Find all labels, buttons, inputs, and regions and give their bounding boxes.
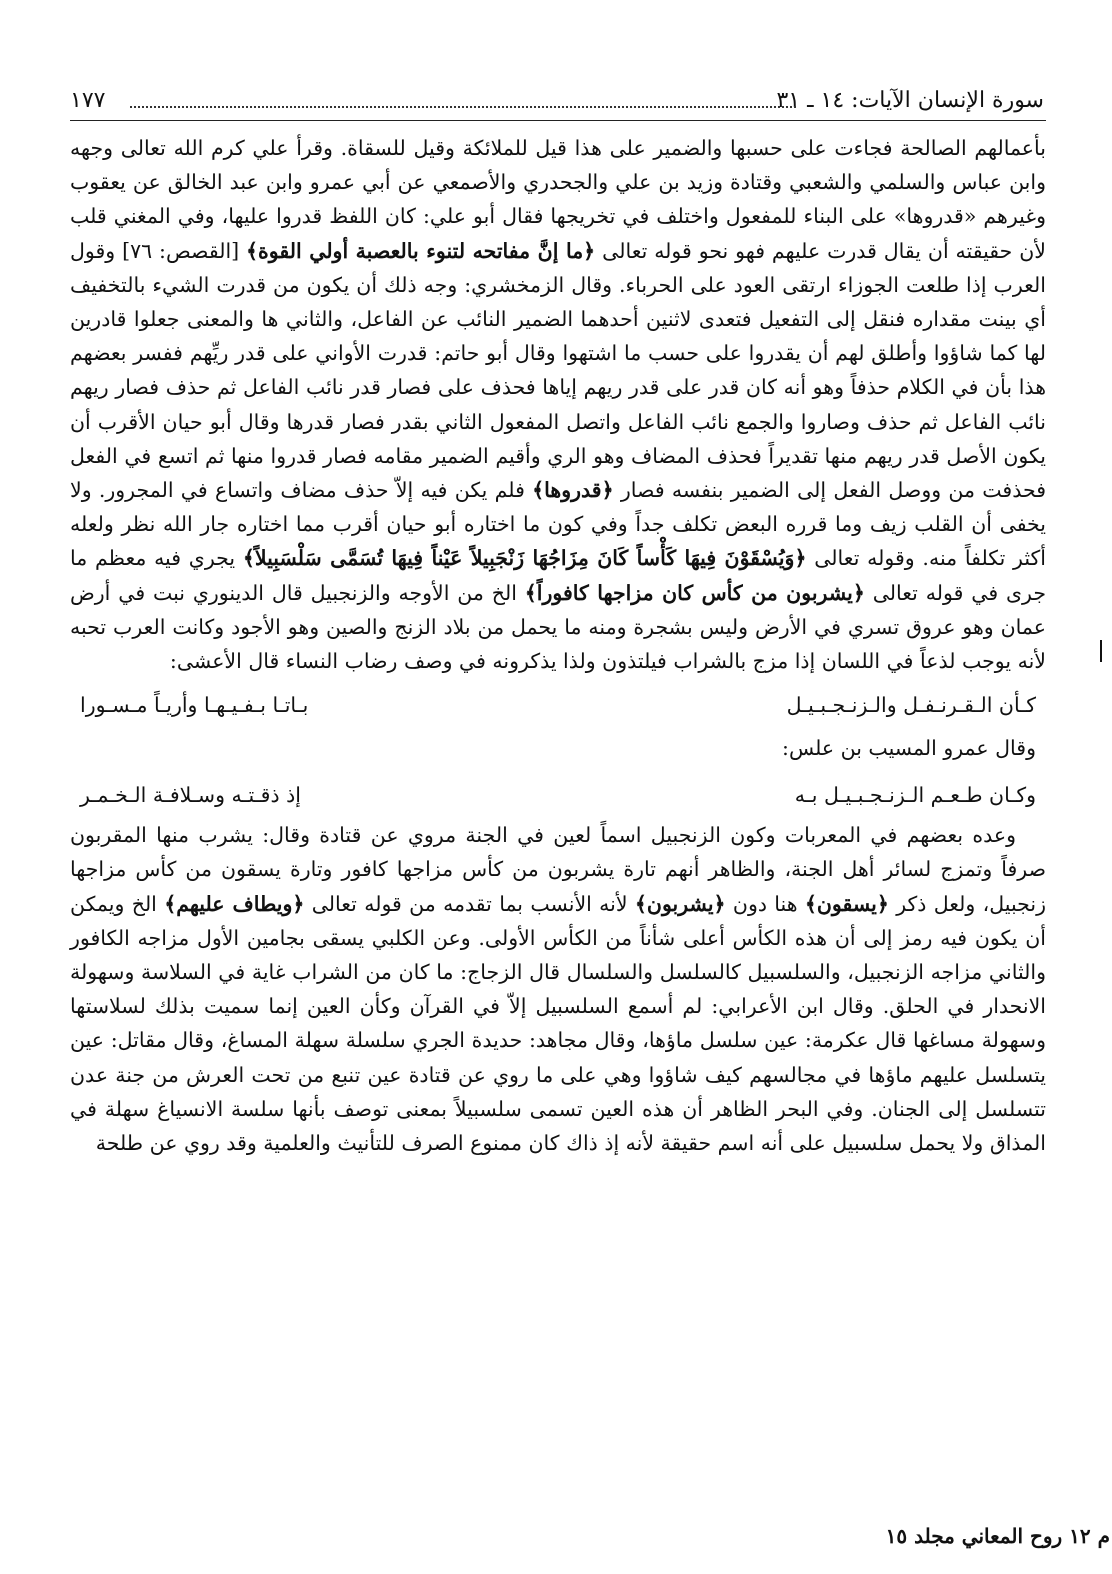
- page-number: ١٧٧: [70, 88, 106, 113]
- text-run: يجري فيه معظم ما جرى في قوله تعالى: [70, 546, 1046, 605]
- text-run: فلم يكن فيه إلاّ حذف مضاف واتساع في المجرور. ولا يخفى أن القلب زيف وما قرره البعض تكلف جداً وفي كون ما اختاره أبو حيان أقرب مما اختاره جار الله نظر ولعله أكثر تكلفاً منه. وقوله تعالى: [70, 478, 1046, 571]
- leader-dots: [130, 106, 796, 108]
- quran-quote: ﴿قدروها﴾: [532, 478, 614, 503]
- poem-verse-1: [80, 682, 1036, 728]
- margin-mark: [1100, 640, 1102, 662]
- verse-first-hemistich: وكـان طـعـم الـزنـجـبـيـل بـه: [794, 783, 1036, 808]
- text-run: لأنه الأنسب بما تقدمه من قوله تعالى: [304, 891, 635, 916]
- text-run: الخ من الأوجه والزنجبيل قال الدينوري نبت في أرض عمان وهو عروق تسري في الأرض وليس بشجرة ومنه ما يحمل من بلاد الزنج والصين وهو الأجود وكانت العرب تحبه لأنه يوجب لذعاً في اللسان إذا مزج بالشراب فيلتذون ولذا يذكرونه في وصف رضاب النساء قال الأعشى:: [70, 580, 1046, 674]
- quran-quote: ﴿ما إنَّ مفاتحه لتنوء بالعصبة أولي القوة﴾: [246, 238, 596, 263]
- text-run: الخ ويمكن أن يكون فيه رمز إلى أن هذه الكأس أعلى شأناً من الكأس الأولى. وعن الكلبي يسقى بجامين الأول مزاجه الكافور والثاني مزاجه الزنجبيل، والسلسبيل كالسلسل والسلسال قال الزجاج: ما كان من الشراب غاية في السلاسة وسهولة الانحدار في الحلق. وقال ابن الأعرابي: لم أسمع السلسبيل إلاّ في القرآن وكأن العين إنما سميت بذلك لسلاستها وسهولة مساغها قال عكرمة: عين سلسل ماؤها، وقال مجاهد: حديدة الجري سلسلة سهلة المساغ، وقال مقاتل: عين يتسلسل عليهم ماؤها في مجالسهم كيف شاؤوا وهي على ما روي عن قتادة عين تنبع من تحت العرش من جنة عدن تتسلسل إلى الجنان. وفي البحر الظاهر أن هذه العين تسمى سلسبيلاً بمعنى توصف بأنها سلسة الانسياغ سهلة في المذاق ولا يحمل سلسبيل على أنه اسم حقيقة لأنه إذ ذاك كان ممنوع الصرف للتأنيث والعلمية وقد روي عن طلحة: [70, 891, 1046, 1156]
- text-run: [القصص: ٧٦] وقول العرب إذا طلعت الجوزاء ارتقى العود على الحرباء. وقال الزمخشري: وجه ذلك أن يكون من قدرت الشيء بالتخفيف أي بينت مقداره فنقل إلى التفعيل فتعدى لاثنين أحدهما الضمير النائب عن الفاعل، والثاني ها والمعنى جعلوا قادرين لها كما شاؤوا وأطلق لهم أن يقدروا على حسب ما اشتهوا وقال أبو حاتم: قدرت الأواني على قدر ريِّهم ففسر بعضهم هذا بأن في الكلام حذفاً وهو أنه كان قدر على قدر ريهم إياها فحذف على فصار قدر نائب الفاعل ثم حذف فصار ريهم نائب الفاعل ثم حذف وصاروا والجمع نائب الفاعل واتصل المفعول الثاني بقدر فصار قدرها وقال أبو حيان الأقرب أن يكون الأصل قدر ريهم منها تقديراً فحذف المضاف وهو الري وأقيم الضمير مقامه فصار قدروا منها ثم اتسع في الفعل فحذفت من ووصل الفعل إلى الضمير بنفسه فصار: [70, 238, 1046, 503]
- verse-first-hemistich: كـأن الـقـرنـفـل والـزنـجـبـيـل: [786, 693, 1036, 718]
- text-run: بأعمالهم الصالحة فجاءت على حسبها والضمير على هذا قيل للملائكة وقيل للسقاة. وقرأ علي كرم الله تعالى وجهه وابن عباس والسلمي والشعبي وقتادة وزيد بن علي والجحدري والأصمعي عن أبي عمرو وابن عبد الخالق عن يعقوب وغيرهم «قدروها» على البناء للمفعول واختلف في تخريجها فقال أبو علي: كان اللفظ قدروا عليها، وفي المغني قلب لأن حقيقته أن يقال قدرت عليهم فهو نحو قوله تعالى: [70, 136, 1046, 263]
- quran-quote: ﴿يسقون﴾: [804, 891, 889, 916]
- quran-quote: ﴿يشربون من كأس كان مزاجها كافوراً﴾: [524, 580, 865, 605]
- page-header: [70, 80, 1046, 121]
- footer-signature: م ١٢ روح المعاني مجلد ١٥: [885, 1524, 1110, 1548]
- poet-attribution: وقال عمرو المسيب بن علس:: [782, 736, 1036, 761]
- quran-quote: ﴿يشربون﴾: [634, 891, 726, 916]
- paragraph-2: [70, 818, 1046, 1160]
- text-run: هنا دون: [725, 891, 805, 916]
- text-run: وعده بعضهم في المعربات وكون الزنجبيل اسماً لعين في الجنة مروي عن قتادة وقال: يشرب منها المقربون صرفاً وتمزج لسائر أهل الجنة، والظاهر أنهم تارة يشربون من كأس مزاجها كافور وتارة يسقون من كأس مزاجها زنجبيل، ولعل ذكر: [70, 823, 1046, 916]
- verse-second-hemistich: بـاتـا بـفـيـهـا وأريـاً مـسـورا: [80, 693, 309, 718]
- page-body: [70, 131, 1046, 1160]
- page: [70, 80, 1046, 1160]
- verse-second-hemistich: إذ ذقـتـه وسـلافـة الـخـمـر: [80, 783, 301, 808]
- paragraph-1: [70, 131, 1046, 678]
- quran-quote: ﴿ويطاف عليهم﴾: [164, 891, 305, 916]
- quran-quote: ﴿وَيُسْقَوْنَ فِيهَا كَأْساً كَانَ مِزَاجُهَا زَنْجَبِيلاً عَيْناً فِيهَا تُسَمَّى سَلْسَبِيلاً﴾: [242, 546, 807, 571]
- running-title: سورة الإنسان الآيات: ١٤ ـ ٣١: [776, 88, 1044, 113]
- poem-verse-2: [80, 772, 1036, 818]
